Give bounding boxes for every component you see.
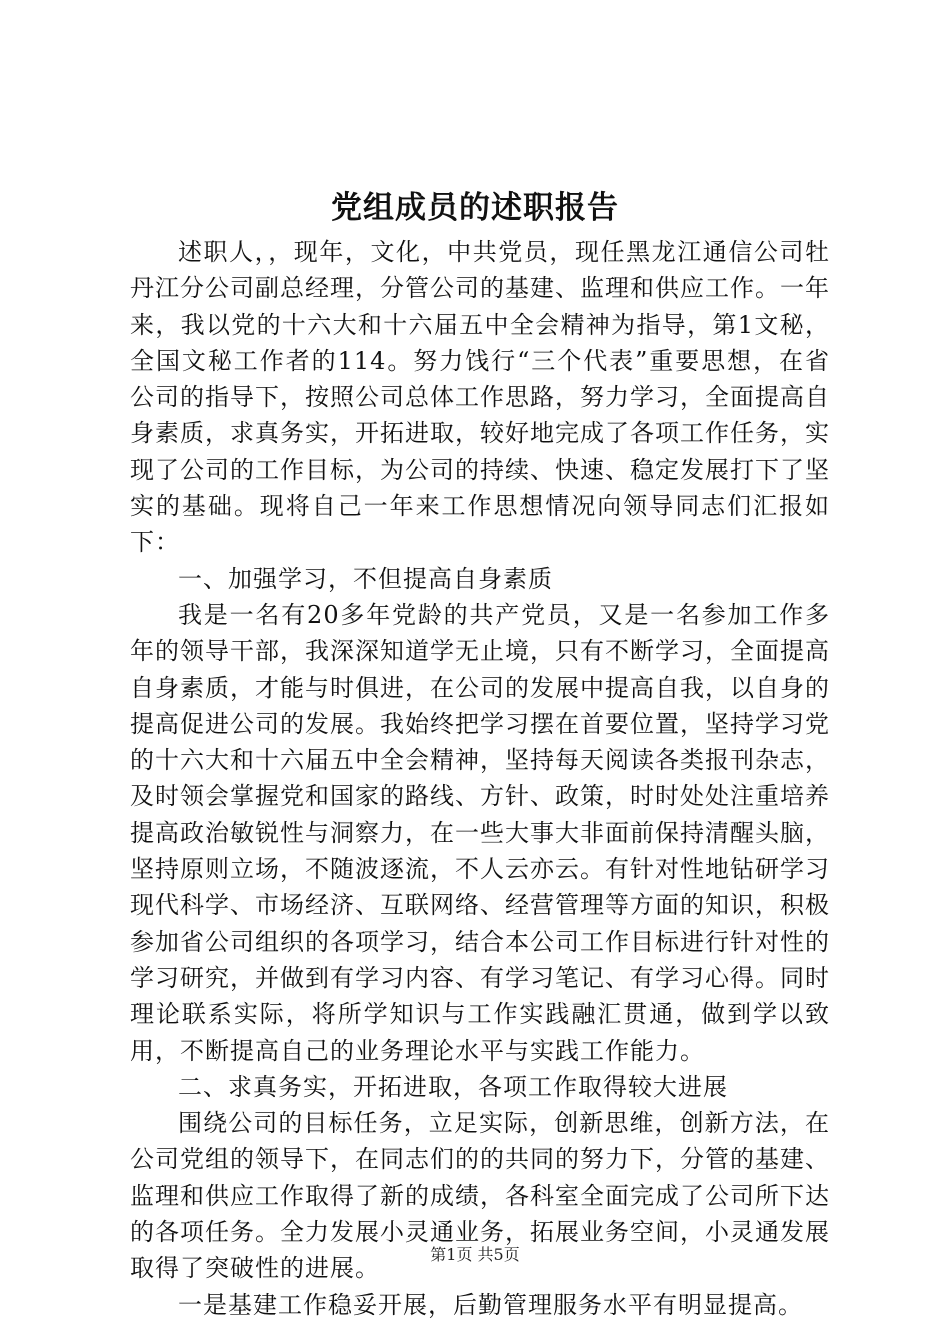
page-number-footer: 第1页 共5页 bbox=[430, 1245, 520, 1264]
infrastructure-paragraph: 一是基建工作稳妥开展，后勤管理服务水平有明显提高。 bbox=[178, 1290, 803, 1319]
progress-paragraph: 围绕公司的目标任务，立足实际，创新思维，创新方法，在公司党组的领导下，在同志们的的共同的努力下，分管的基建、监理和供应工作取得了新的成绩，各科室全面完成了公司所下达的各项任务。全力发展小灵通业务，拓展业务空间，小灵通发展取得了突破性的进展。 bbox=[130, 1109, 830, 1283]
document-title: 党组成员的述职报告 bbox=[331, 190, 619, 226]
intro-paragraph: 述职人，，现年，文化，中共党员，现任黑龙江通信公司牡丹江分公司副总经理，分管公司的基建、监理和供应工作。一年来，我以党的十六大和十六届五中全会精神为指导，第1文秘，全国文秘工作者的114。努力饯行“三个代表”重要思想，在省公司的指导下，按照公司总体工作思路，努力学习，全面提高自身素质，求真务实，开拓进取，较好地完成了各项工作任务，实现了公司的工作目标，为公司的持续、快速、稳定发展打下了坚实的基础。现将自己一年来工作思想情况向领导同志们汇报如下： bbox=[130, 238, 830, 557]
study-paragraph: 我是一名有20多年党龄的共产党员，又是一名参加工作多年的领导干部，我深深知道学无止境，只有不断学习，全面提高自身素质，才能与时俱进，在公司的发展中提高自我，以自身的提高促进公司的发展。我始终把学习摆在首要位置，坚持学习党的十六大和十六届五中全会精神，坚持每天阅读各类报刊杂志，及时领会掌握党和国家的路线、方针、政策，时时处处注重培养提高政治敏锐性与洞察力，在一些大事大非面前保持清醒头脑，坚持原则立场，不随波逐流，不人云亦云。有针对性地钻研学习现代科学、市场经济、互联网络、经营管理等方面的知识，积极参加省公司组织的各项学习，结合本公司工作目标进行针对性的学习研究，并做到有学习内容、有学习笔记、有学习心得。同时理论联系实际，将所学知识与工作实践融汇贯通，做到学以致用，不断提高自己的业务理论水平与实践工作能力。 bbox=[130, 600, 830, 1065]
section-heading-2: 二、求真务实，开拓进取，各项工作取得较大进展 bbox=[178, 1072, 728, 1101]
section-heading-1: 一、加强学习，不但提高自身素质 bbox=[178, 564, 553, 593]
document-body bbox=[130, 234, 830, 1323]
